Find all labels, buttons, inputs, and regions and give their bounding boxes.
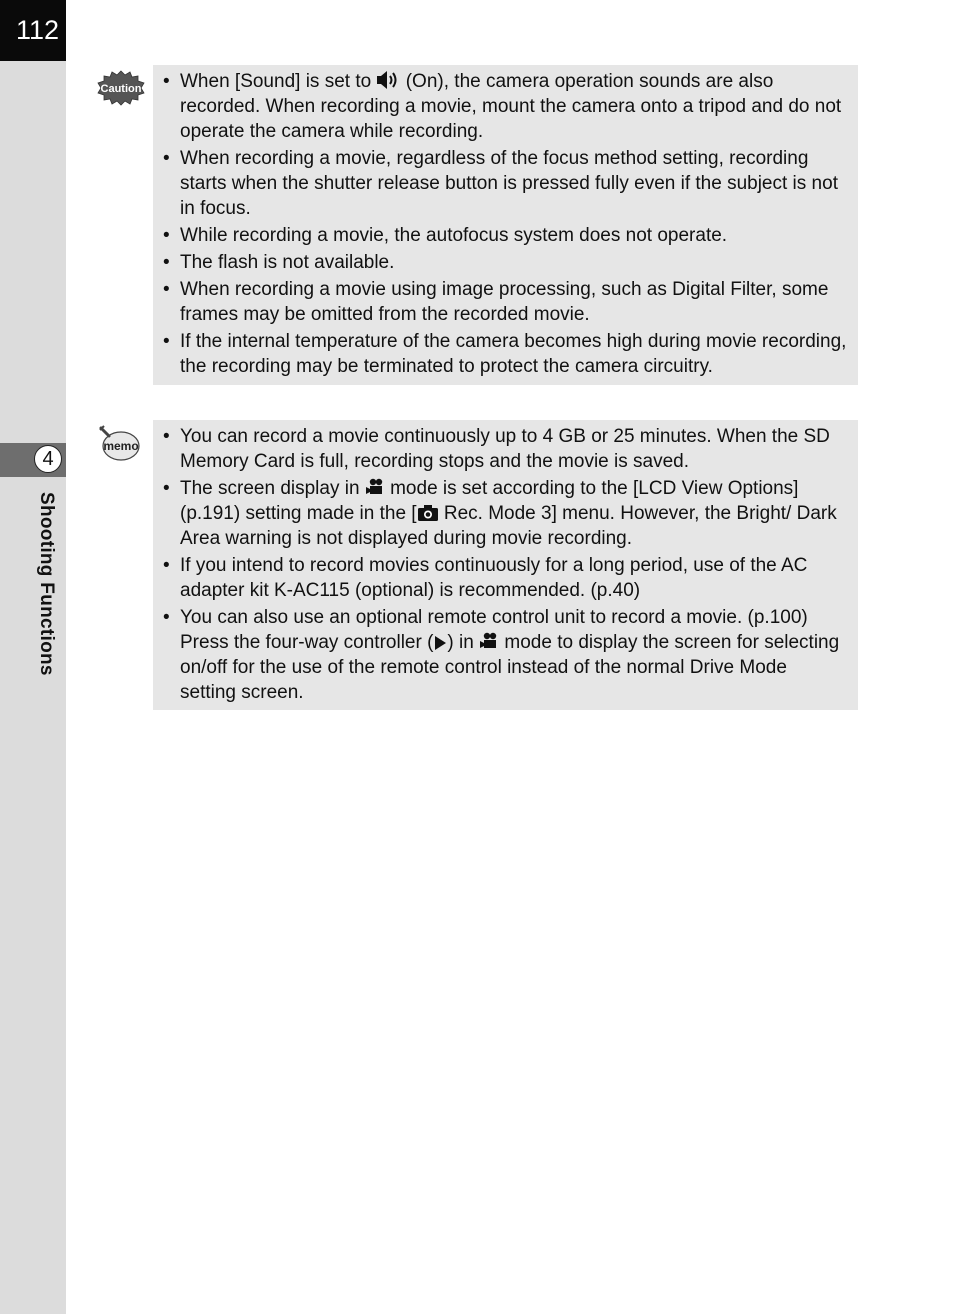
caution-box [153,65,858,385]
memo-list [163,424,848,705]
caution-item-1: • When [Sound] is set to (On), the camera operation sounds are also recorded. When recording a movie, mount the camera onto a tripod and do not operate the camera while recording. [163,69,848,144]
memo-item-1: • You can record a movie continuously up to 4 GB or 25 minutes. When the SD Memory Card is full, recording stops and the movie is saved. [163,424,848,474]
memo-item-2: • The screen display in mode is set according to the [LCD View Options] (p.191) setting made in the [ Rec. Mode 3] menu. However, the Bright/ Dark Area warning is not displayed during movie recording. [163,476,848,551]
memo-icon [97,424,141,462]
caution-item-4: • The flash is not available. [163,250,848,275]
memo-item-4: • You can also use an optional remote control unit to record a movie. (p.100) Press the four-way controller ( ) in mode to display the screen for selecting on/off for the use of the remote control instead of the normal Drive Mode setting screen. [163,605,848,705]
page-number: 112 [0,0,66,61]
memo-item-3: • If you intend to record movies continuously for a long period, use of the AC adapter kit K-AC115 (optional) is recommended. (p.40) [163,553,848,603]
caution-item-6: • If the internal temperature of the camera becomes high during movie recording, the recording may be terminated to protect the camera circuitry. [163,329,848,379]
caution-list [163,69,848,379]
chapter-number: 4 [34,445,62,473]
chapter-title: Shooting Functions [36,492,57,676]
right-arrow-icon [433,635,447,651]
movie-mode-icon [479,632,499,651]
caution-item-2: • When recording a movie, regardless of the focus method setting, recording starts when the shutter release button is pressed fully even if the subject is not in focus. [163,146,848,221]
camera-icon [417,504,439,522]
memo-icon-label: memo [103,439,139,453]
caution-icon-label: Caution [100,83,142,95]
movie-mode-icon [365,478,385,497]
memo-box [153,420,858,710]
caution-icon [97,70,145,106]
caution-item-5: • When recording a movie using image processing, such as Digital Filter, some frames may be omitted from the recorded movie. [163,277,848,327]
caution-item-3: • While recording a movie, the autofocus system does not operate. [163,223,848,248]
sound-on-icon [376,70,400,90]
